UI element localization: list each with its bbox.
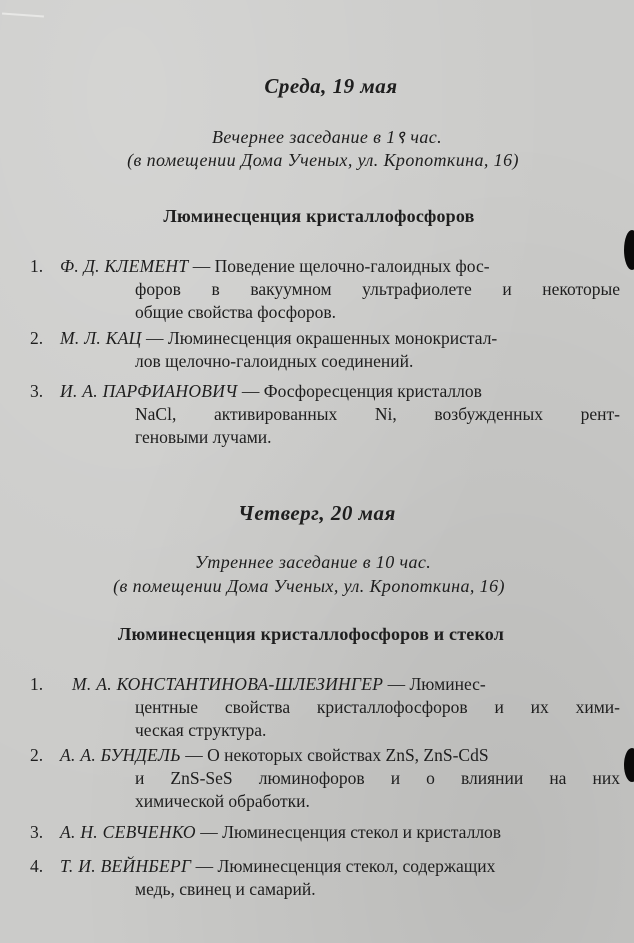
day2-venue: (в помещении Дома Ученых, ул. Кропоткина, 16) [113, 576, 505, 596]
day1-session: Вечернее заседание в 1९ час. [211, 127, 443, 147]
item-text-line: форов в вакуумном ультрафиолете и некоторые [135, 279, 620, 299]
item-text-line: Поведение щелочно-галоидных фос- [214, 256, 490, 276]
item-author: М. А. КОНСТАНТИНОВА-ШЛЕЗИНГЕР [72, 674, 384, 694]
item-first-line [60, 744, 489, 767]
paper-scratch [2, 13, 44, 18]
item-text-line: общие свойства фосфоров. [135, 302, 336, 322]
item-dash: — [180, 745, 208, 765]
item-text-line: NaCl, активированных Ni, возбужденных рент- [135, 404, 620, 424]
item-text-line: Люминесценция окрашенных монокристал- [167, 328, 498, 348]
item-first-line [60, 327, 497, 350]
ink-blot [624, 230, 634, 270]
item-number: 2. [30, 745, 44, 765]
item-number: 1. [30, 256, 44, 276]
ink-blot [624, 748, 634, 782]
item-text-line: ческая структура. [135, 720, 267, 740]
item-dash: — [191, 856, 218, 876]
item-author: И. А. ПАРФИАНОВИЧ [60, 381, 238, 401]
item-author: А. Н. СЕВЧЕНКО [60, 822, 196, 842]
item-number: 1. [30, 674, 44, 694]
item-dash: — [383, 674, 410, 694]
item-first-line [72, 673, 486, 696]
item-text-line: геновыми лучами. [135, 427, 272, 447]
item-first-line [60, 855, 495, 878]
item-number: 2. [30, 328, 44, 348]
item-text-line: О некоторых свойствах ZnS, ZnS-CdS [207, 745, 489, 765]
day2-title: Четверг, 20 мая [238, 501, 396, 525]
item-author: А. А. БУНДЕЛЬ [60, 745, 181, 765]
item-author: М. Л. КАЦ [60, 328, 142, 348]
day2-session: Утреннее заседание в 10 час. [194, 552, 432, 572]
day1-section-title: Люминесценция кристаллофосфоров [163, 206, 475, 226]
item-text-line: центные свойства кристаллофосфоров и их хими- [135, 697, 620, 717]
item-text-line: Фосфоресценция кристаллов [263, 381, 482, 401]
day1-venue: (в помещении Дома Ученых, ул. Кропоткина, 16) [127, 150, 519, 170]
item-number: 4. [30, 856, 44, 876]
item-text-line: и ZnS-SeS люминофоров и о влиянии на них [135, 768, 620, 788]
item-number: 3. [30, 822, 44, 842]
item-text-line: химической обработки. [135, 791, 310, 811]
item-number: 3. [30, 381, 44, 401]
item-text-line: Люминесценция стекол, содержащих [217, 856, 496, 876]
item-dash: — [237, 381, 264, 401]
item-dash: — [141, 328, 168, 348]
item-dash: — [188, 256, 215, 276]
item-text-line: медь, свинец и самарий. [135, 879, 316, 899]
item-first-line [60, 821, 501, 844]
item-text-line: Люминес- [409, 674, 486, 694]
item-text-line: лов щелочно-галоидных соединений. [135, 351, 414, 371]
day1-title: Среда, 19 мая [264, 74, 398, 98]
day2-section-title: Люминесценция кристаллофосфоров и стекол [117, 624, 505, 644]
item-author: Т. И. ВЕЙНБЕРГ [60, 856, 192, 876]
item-dash: — [195, 822, 223, 842]
item-text-line: Люминесценция стекол и кристаллов [222, 822, 502, 842]
item-author: Ф. Д. КЛЕМЕНТ [60, 256, 189, 276]
item-first-line [60, 380, 482, 403]
item-first-line [60, 255, 620, 278]
